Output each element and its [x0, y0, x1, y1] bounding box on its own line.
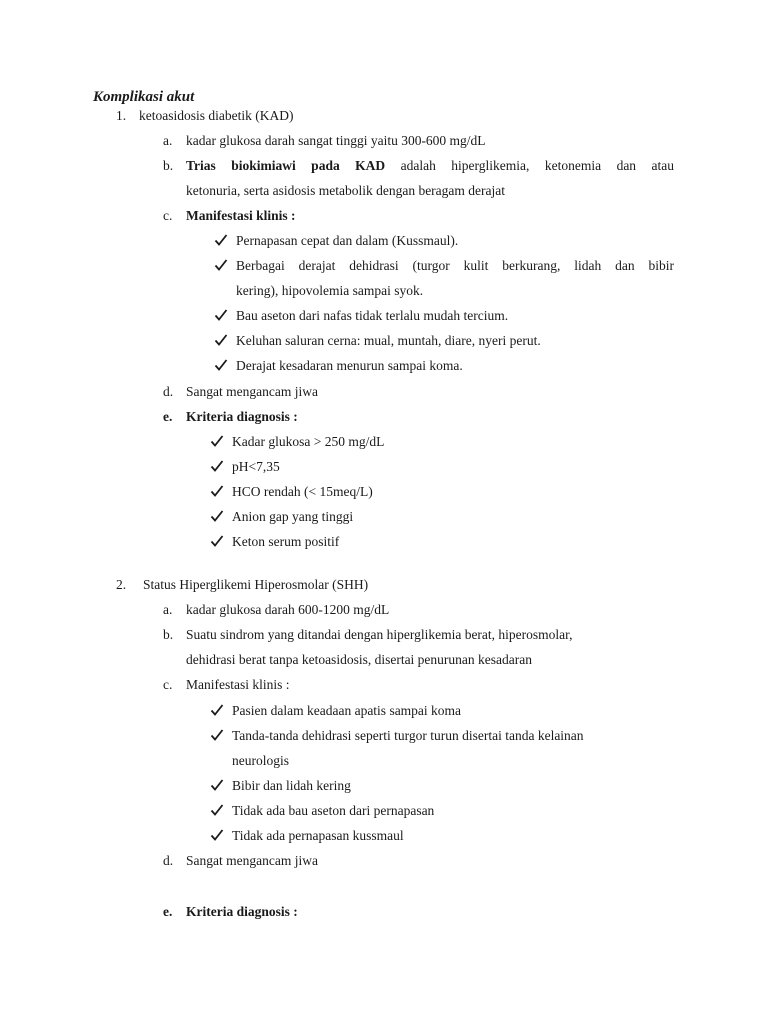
item-2c-marker: c.	[163, 677, 173, 692]
list-item-continuation: kering), hipovolemia sampai syok.	[236, 283, 424, 298]
check-icon	[210, 778, 224, 792]
check-icon	[210, 703, 224, 717]
section-1-title: ketoasidosis diabetik (KAD)	[139, 108, 294, 123]
item-1a-text: kadar glukosa darah sangat tinggi yaitu 300-600 mg/dL	[186, 133, 486, 148]
item-2d-text: Sangat mengancam jiwa	[186, 853, 318, 868]
list-item: Pasien dalam keadaan apatis sampai koma	[232, 703, 462, 718]
item-1b-marker: b.	[163, 158, 174, 173]
page-heading: Komplikasi akut	[93, 89, 195, 105]
check-icon	[210, 534, 224, 548]
section-1-number: 1.	[116, 108, 127, 123]
check-icon	[214, 358, 228, 372]
item-1e-marker: e.	[163, 409, 173, 424]
list-item: Kadar glukosa > 250 mg/dL	[232, 434, 385, 449]
list-item: Berbagai derajat dehidrasi (turgor kulit berkurang, lidah dan bibir	[236, 258, 674, 273]
item-2e-text: Kriteria diagnosis :	[186, 904, 298, 919]
item-1b-line1	[186, 158, 674, 174]
list-item: Bau aseton dari nafas tidak terlalu mudah tercium.	[236, 308, 509, 323]
check-icon	[210, 803, 224, 817]
item-1a-marker: a.	[163, 133, 173, 148]
list-item: HCO rendah (< 15meq/L)	[232, 484, 373, 499]
item-1b-bold: Trias biokimiawi pada KAD	[186, 158, 386, 173]
section-2-title: Status Hiperglikemi Hiperosmolar (SHH)	[143, 577, 369, 592]
list-item: Bibir dan lidah kering	[232, 778, 351, 793]
item-1d-marker: d.	[163, 384, 174, 399]
check-icon	[210, 484, 224, 498]
item-1c-text: Manifestasi klinis :	[186, 208, 296, 223]
list-item: Pernapasan cepat dan dalam (Kussmaul).	[236, 233, 459, 248]
list-item-continuation: neurologis	[232, 753, 289, 768]
check-icon	[214, 233, 228, 247]
check-icon	[210, 509, 224, 523]
section-2-number: 2.	[116, 577, 127, 592]
check-icon	[214, 333, 228, 347]
item-1d-text: Sangat mengancam jiwa	[186, 384, 318, 399]
item-2c-text: Manifestasi klinis :	[186, 677, 290, 692]
check-icon	[214, 258, 228, 272]
item-1b-line2: ketonuria, serta asidosis metabolik dengan beragam derajat	[186, 183, 506, 198]
item-1b-rest: adalah hiperglikemia, ketonemia dan atau	[400, 158, 674, 173]
check-icon	[210, 728, 224, 742]
item-2a-marker: a.	[163, 602, 173, 617]
list-item: Tanda-tanda dehidrasi seperti turgor turun disertai tanda kelainan	[232, 728, 584, 743]
item-2b-line1: Suatu sindrom yang ditandai dengan hiperglikemia berat, hiperosmolar,	[186, 627, 573, 642]
list-item: Anion gap yang tinggi	[232, 509, 354, 524]
list-item: Derajat kesadaran menurun sampai koma.	[236, 358, 463, 373]
list-item: Tidak ada pernapasan kussmaul	[232, 828, 404, 843]
list-item: Tidak ada bau aseton dari pernapasan	[232, 803, 435, 818]
item-2a-text: kadar glukosa darah 600-1200 mg/dL	[186, 602, 390, 617]
check-icon	[210, 828, 224, 842]
list-item: Keluhan saluran cerna: mual, muntah, diare, nyeri perut.	[236, 333, 541, 348]
list-item: Keton serum positif	[232, 534, 340, 549]
item-2d-marker: d.	[163, 853, 174, 868]
item-2b-line2: dehidrasi berat tanpa ketoasidosis, disertai penurunan kesadaran	[186, 652, 533, 667]
check-icon	[210, 459, 224, 473]
check-icon	[214, 308, 228, 322]
item-1e-text: Kriteria diagnosis :	[186, 409, 298, 424]
list-item: pH<7,35	[232, 459, 280, 474]
item-1c-marker: c.	[163, 208, 173, 223]
item-2b-marker: b.	[163, 627, 174, 642]
item-2e-marker: e.	[163, 904, 173, 919]
check-icon	[210, 434, 224, 448]
